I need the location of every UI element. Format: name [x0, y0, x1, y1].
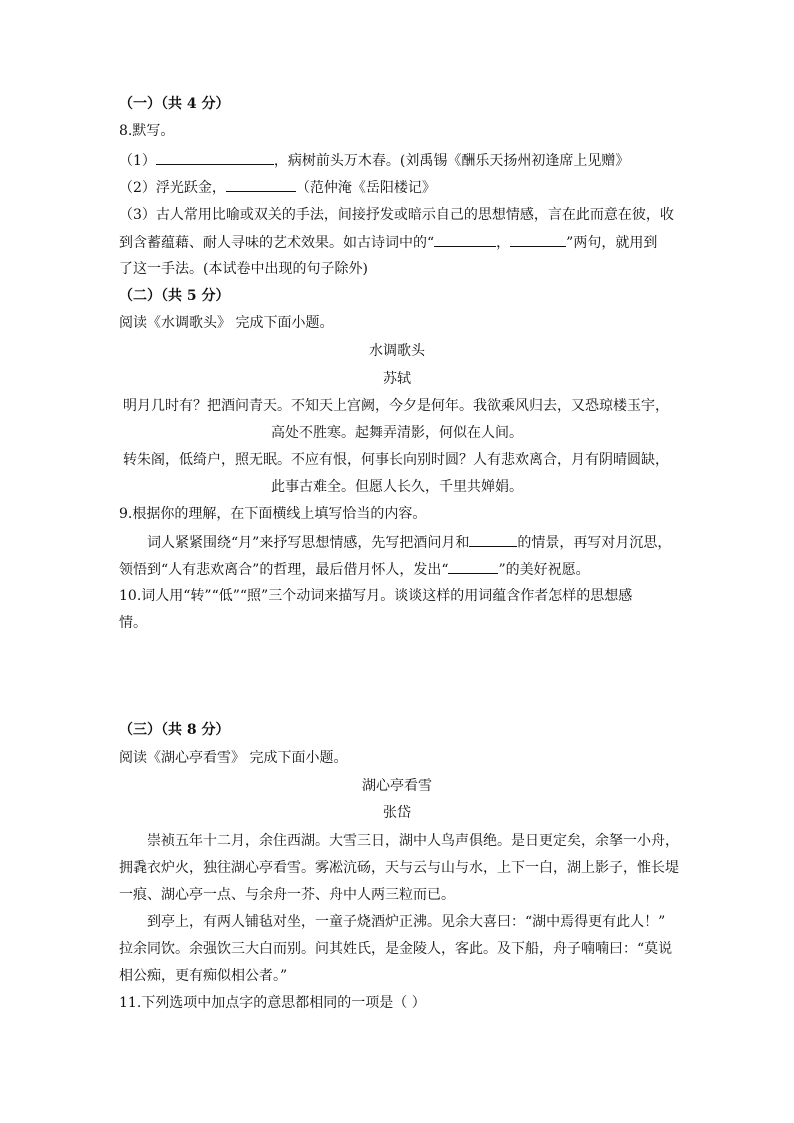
answer-blank [434, 232, 496, 247]
essay-paragraph-2-line: 拉余同饮。余强饮三大白而别。问其姓氏，是金陵人，客此。及下船，舟子喃喃曰：“莫说 [119, 941, 673, 957]
essay-author: 张岱 [383, 805, 411, 821]
item-1-number: （1） [119, 153, 156, 169]
poem-line: 此事古难全。但愿人长久，千里共婵娟。 [271, 479, 523, 495]
answer-blank [510, 232, 566, 247]
poem-title: 水调歌头 [369, 343, 425, 359]
section-heading-3: （三）（共 8 分） [119, 722, 230, 738]
essay-paragraph-1-line: 一痕、湖心亭一点、与余舟一芥、舟中人两三粒而已。 [119, 887, 455, 903]
reading-intro-3: 阅读《湖心亭看雪》 完成下面小题。 [119, 750, 348, 766]
question-9-line-2 [119, 559, 590, 580]
question-8-item-3-line-3: 了这一手法。(本试卷中出现的句子除外) [119, 261, 368, 277]
essay-paragraph-1-line: 崇祯五年十二月，余住西湖。大雪三日，湖中人鸟声俱绝。是日更定矣，余拏一小舟， [147, 833, 679, 849]
question-10-line-2: 情。 [119, 615, 147, 631]
reading-intro-2: 阅读《水调歌头》 完成下面小题。 [119, 315, 334, 331]
essay-title: 湖心亭看雪 [362, 778, 432, 794]
question-9-stem: 9.根据你的理解，在下面横线上填写恰当的内容。 [119, 506, 427, 522]
item-3-text-tail: ”两句，就用到 [566, 235, 658, 251]
poem-author: 苏轼 [383, 371, 411, 387]
question-8-stem: 8.默写。 [119, 123, 175, 139]
item-1-text: ，病树前头万木春。(刘禹锡《酬乐天扬州初逢席上见赠》 [273, 153, 630, 169]
poem-line: 转朱阁，低绮户，照无眠。不应有恨，何事长向别时圆？人有悲欢离合，月有阴晴圆缺， [123, 452, 669, 468]
item-2-text: （2）浮光跃金， [119, 180, 226, 196]
question-8-item-3-line-1: （3）古人常用比喻或双关的手法，间接抒发或暗示自己的思想情感，言在此而意在彼，收 [119, 207, 674, 223]
item-3-text: 到含蓄蕴藉、耐人寻味的艺术效果。如古诗词中的“ [119, 235, 435, 251]
section-heading-2: （二）（共 5 分） [119, 288, 230, 304]
essay-paragraph-2-line: 到亭上，有两人铺毡对坐，一童子烧酒炉正沸。见余大喜曰：“湖中焉得更有此人！” [147, 914, 666, 930]
essay-paragraph-1-line: 拥毳衣炉火，独往湖心亭看雪。雾凇沆砀，天与云与山与水，上下一白，湖上影子，惟长堤 [119, 860, 679, 876]
question-9-line-1 [147, 532, 671, 553]
essay-paragraph-2-line: 相公痴，更有痴似相公者。” [119, 968, 288, 984]
question-9-text: 词人紧紧围绕“月”来抒写思想情感，先写把酒问月和 [147, 535, 470, 551]
question-9-text-tail: 的情景，再写对月沉思， [517, 535, 672, 551]
poem-line: 高处不胜寒。起舞弄清影，何似在人间。 [271, 425, 523, 441]
question-8-item-1 [119, 150, 629, 171]
question-8-item-2 [119, 177, 436, 198]
question-10-line-1: 10.词人用“转”“低”“照”三个动词来描写月。谈谈这样的用词蕴含作者怎样的思想感 [119, 588, 633, 604]
answer-blank [156, 150, 274, 165]
question-9-text: 领悟到“人有悲欢离合”的哲理，最后借月怀人，发出“ [119, 562, 449, 578]
question-8-item-3-line-2 [119, 232, 657, 253]
item-3-separator: ， [496, 235, 511, 251]
poem-line: 明月几时有？把酒问青天。不知天上宫阙，今夕是何年。我欲乘风归去，又恐琼楼玉宇， [123, 398, 669, 414]
question-11-stem: 11.下列选项中加点字的意思都相同的一项是（ ） [119, 995, 426, 1011]
answer-blank [448, 559, 498, 574]
question-9-text-tail: ”的美好祝愿。 [498, 562, 590, 578]
answer-blank [226, 177, 296, 192]
item-2-source: （范仲淹《岳阳楼记》 [295, 180, 436, 196]
section-heading-1: （一）（共 4 分） [119, 96, 230, 112]
answer-blank [469, 532, 517, 547]
